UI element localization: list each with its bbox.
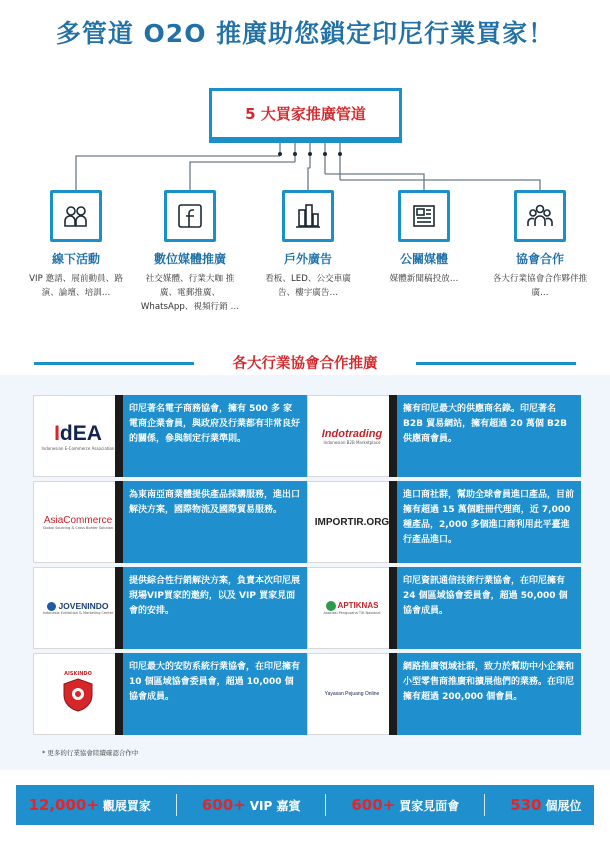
- aiskindo-logo: AISKINDO: [33, 653, 123, 735]
- association-section-title: 各大行業協會合作推廣: [0, 352, 610, 373]
- building-icon: [282, 190, 334, 242]
- indotrading-logo: Indotrading Indonesian B2B Marketplace: [307, 395, 397, 477]
- page-title: 多管道 O2O 推廣助您鎖定印尼行業買家！: [55, 19, 555, 48]
- footnote: * 更多的行業協會陸續確認合作中: [42, 749, 139, 757]
- stat-meetings: 600+ 買家見面會: [351, 796, 460, 814]
- stat-buyers: 12,000+ 觀展買家: [28, 796, 151, 814]
- aptiknas-logo: APTIKNAS Asosiasi Pengusaha TIK Nasional: [307, 567, 397, 649]
- channel-offline-events: 線下活動 VIP 邀請、展前動員、路演、論壇、培訓…: [24, 190, 128, 300]
- shield-icon: [61, 677, 95, 713]
- channel-header-box: [209, 88, 402, 140]
- stat-booths: 530 個展位: [510, 796, 582, 814]
- association-card-jovenindo: JOVENINDO Indonesia Exhibition & Marketing Center 提供綜合性行銷解決方案，負責本次印尼展現場VIP買家的邀約，以及 VIP 買家見面會的安排。: [33, 567, 307, 649]
- asiacommerce-logo: AsiaCommerce Global Sourcing & Cross Border Solution: [33, 481, 123, 563]
- newspaper-icon: [398, 190, 450, 242]
- stats-bar: [16, 785, 594, 825]
- idea-logo: IdEA Indonesian E-Commerce Association: [33, 395, 123, 477]
- channel-outdoor-ads: 戶外廣告 看板、LED、公交車廣告、樓宇廣告…: [256, 190, 360, 300]
- channel-pr-media: 公關媒體 媒體新聞稿投放…: [372, 190, 476, 286]
- association-card-aptiknas: APTIKNAS Asosiasi Pengusaha TIK Nasional 印尼資訊通信技術行業協會，在印尼擁有 24 個區域協會委員會，超過 50,000 個協會成員。: [307, 567, 581, 649]
- importir-logo: IMPORTIR.ORG: [307, 481, 397, 563]
- group-icon: [514, 190, 566, 242]
- association-card-yayasan: Yayasan Pejuang Online 網路推廣領域社群，致力於幫助中小企業和小型零售商推廣和擴展他們的業務。在印尼擁有超過 200,000 個會員。: [307, 653, 581, 735]
- association-card-idea: IdEA Indonesian E-Commerce Association 印尼著名電子商務協會，擁有 500 多 家電商企業會員，與政府及行業都有非常良好的關係，參與制定行業準則。: [33, 395, 307, 477]
- channel-header: 5 大買家推廣管道: [245, 105, 366, 123]
- facebook-icon: [164, 190, 216, 242]
- channel-association: 協會合作 各大行業協會合作夥伴推廣…: [488, 190, 592, 300]
- channel-digital-media: 數位媒體推廣 社交媒體、行業大咖 推廣、電郵推廣、WhatsApp、視頻行銷 …: [138, 190, 242, 314]
- stat-vip: 600+ VIP 嘉賓: [201, 796, 301, 814]
- association-card-importir: IMPORTIR.ORG 進口商社群，幫助全球會員進口產品，目前擁有超過 15 萬個駐冊代理商，近 7,000 種產品，2,000 多個進口商利用此平臺進行產品進口。: [307, 481, 581, 563]
- association-card-aiskindo: AISKINDO 印尼最大的安防系統行業協會，在印尼擁有 10 個區域協會委員會，超過 10,000 個協會成員。: [33, 653, 307, 735]
- association-card-indotrading: Indotrading Indonesian B2B Marketplace 擁有印尼最大的供應商名錄。印尼著名 B2B 貿易網站，擁有超過 20 萬個 B2B 供應商會員。: [307, 395, 581, 477]
- association-card-asiacommerce: AsiaCommerce Global Sourcing & Cross Border Solution 為東南亞商業體提供產品採購服務，進出口解決方案，國際物流及國際貿易服務。: [33, 481, 307, 563]
- yayasan-logo: Yayasan Pejuang Online: [307, 653, 397, 735]
- jovenindo-logo: JOVENINDO Indonesia Exhibition & Marketing Center: [33, 567, 123, 649]
- people-icon: [50, 190, 102, 242]
